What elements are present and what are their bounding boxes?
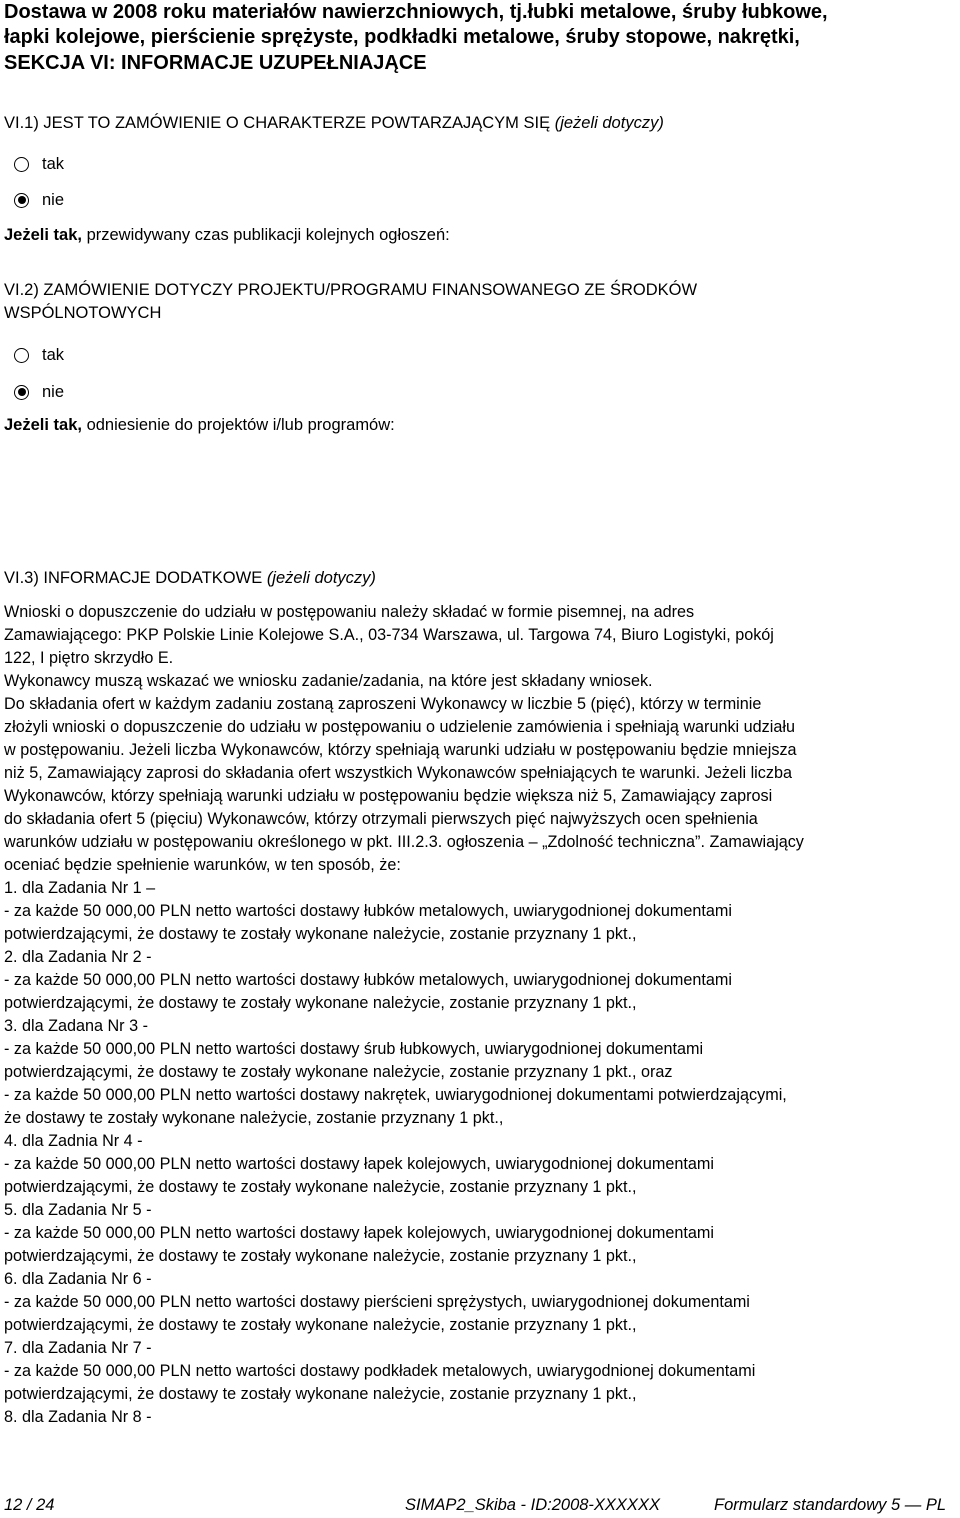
vi3-body-line: 4. dla Zadnia Nr 4 - bbox=[4, 1132, 143, 1150]
page-title-line-1: Dostawa w 2008 roku materiałów nawierzchniowych, tj.łubki metalowe, śruby łubkowe, bbox=[4, 1, 828, 23]
vi3-body-line: 7. dla Zadania Nr 7 - bbox=[4, 1339, 152, 1357]
vi3-body-line: potwierdzającymi, że dostawy te zostały wykonane należycie, zostanie przyznany 1 pkt., bbox=[4, 1385, 637, 1403]
vi3-body-line: - za każde 50 000,00 PLN netto wartości dostawy łapek kolejowych, uwiarygodnionej dokumentami bbox=[4, 1155, 714, 1173]
vi3-body-line: Wykonawców, którzy spełniają warunki udziału w postępowaniu będzie większa niż 5, Zamawiający zaprosi bbox=[4, 787, 773, 805]
vi3-body-line: - za każde 50 000,00 PLN netto wartości dostawy pierścieni sprężystych, uwiarygodnionej dokumentami bbox=[4, 1293, 750, 1311]
vi2-option-tak-label: tak bbox=[42, 346, 65, 364]
vi3-body-line: że dostawy te zostały wykonane należycie, zostanie przyznany 1 pkt., bbox=[4, 1109, 504, 1127]
vi3-body-line: Do składania ofert w każdym zadaniu zostaną zaproszeni Wykonawcy w liczbie 5 (pięć), którzy w terminie bbox=[4, 695, 762, 713]
vi3-heading bbox=[4, 567, 376, 589]
vi1-option-tak-label: tak bbox=[42, 155, 65, 173]
vi3-body-line: Wnioski o dopuszczenie do udziału w postępowaniu należy składać w formie pisemnej, na adres bbox=[4, 603, 695, 621]
vi2-heading-line-2: WSPÓLNOTOWYCH bbox=[4, 304, 162, 322]
vi1-radio-nie[interactable] bbox=[14, 193, 29, 208]
footer-form-name: Formularz standardowy 5 — PL bbox=[714, 1496, 947, 1514]
vi3-body-line: do składania ofert 5 (pięciu) Wykonawców, którzy otrzymali pierwszych pięć najwyższych ocen spełnienia bbox=[4, 810, 758, 828]
vi3-body-line: - za każde 50 000,00 PLN netto wartości dostawy łubków metalowych, uwiarygodnionej dokumentami bbox=[4, 971, 732, 989]
section-title: SEKCJA VI: INFORMACJE UZUPEŁNIAJĄCE bbox=[4, 52, 427, 74]
vi3-body-line: potwierdzającymi, że dostawy te zostały wykonane należycie, zostanie przyznany 1 pkt., bbox=[4, 1178, 637, 1196]
vi1-option-nie[interactable] bbox=[14, 188, 64, 212]
vi1-heading bbox=[4, 112, 664, 134]
vi3-body-line: Wykonawcy muszą wskazać we wniosku zadanie/zadania, na które jest składany wniosek. bbox=[4, 672, 653, 690]
vi3-body-line: potwierdzającymi, że dostawy te zostały wykonane należycie, zostanie przyznany 1 pkt., oraz bbox=[4, 1063, 673, 1081]
vi1-option-tak[interactable] bbox=[14, 152, 64, 176]
vi3-body-line: 5. dla Zadania Nr 5 - bbox=[4, 1201, 152, 1219]
vi3-body-line: - za każde 50 000,00 PLN netto wartości dostawy podkładek metalowych, uwiarygodnionej dokumentami bbox=[4, 1362, 756, 1380]
vi3-body-line: potwierdzającymi, że dostawy te zostały wykonane należycie, zostanie przyznany 1 pkt., bbox=[4, 994, 637, 1012]
vi1-radio-tak[interactable] bbox=[14, 157, 29, 172]
vi3-body-line: potwierdzającymi, że dostawy te zostały wykonane należycie, zostanie przyznany 1 pkt., bbox=[4, 1316, 637, 1334]
vi1-heading-text: VI.1) JEST TO ZAMÓWIENIE O CHARAKTERZE POWTARZAJĄCYM SIĘ bbox=[4, 114, 551, 132]
vi1-jezeli-line bbox=[4, 224, 450, 246]
vi3-body-line: 2. dla Zadania Nr 2 - bbox=[4, 948, 152, 966]
vi3-body-line: - za każde 50 000,00 PLN netto wartości dostawy łapek kolejowych, uwiarygodnionej dokumentami bbox=[4, 1224, 714, 1242]
vi3-body-line: 8. dla Zadania Nr 8 - bbox=[4, 1408, 152, 1426]
radio-selected-dot bbox=[18, 196, 26, 204]
vi2-option-nie[interactable] bbox=[14, 380, 64, 404]
vi3-body-line: - za każde 50 000,00 PLN netto wartości dostawy śrub łubkowych, uwiarygodnionej dokumentami bbox=[4, 1040, 704, 1058]
vi2-option-tak[interactable] bbox=[14, 343, 64, 367]
vi3-body-line: 1. dla Zadania Nr 1 – bbox=[4, 879, 156, 897]
vi3-body-line: warunków udziału w postępowaniu określonego w pkt. III.2.3. ogłoszenia – „Zdolność techniczna”. Zamawiający bbox=[4, 833, 804, 851]
vi3-body-line: złożyli wnioski o dopuszczenie do udziału w postępowaniu o udzielenie zamówienia i spełniają warunki udziału bbox=[4, 718, 795, 736]
vi2-radio-tak[interactable] bbox=[14, 348, 29, 363]
vi3-body-line: - za każde 50 000,00 PLN netto wartości dostawy nakrętek, uwiarygodnionej dokumentami potwierdzającymi, bbox=[4, 1086, 787, 1104]
vi3-body-text bbox=[4, 601, 956, 1429]
vi2-option-nie-label: nie bbox=[42, 383, 65, 401]
vi3-body-line: w postępowaniu. Jeżeli liczba Wykonawców, którzy spełniają warunki udziału w postępowaniu będzie mniejsza bbox=[4, 741, 797, 759]
vi3-heading-suffix: (jeżeli dotyczy) bbox=[266, 569, 376, 587]
vi2-heading-line-1: VI.2) ZAMÓWIENIE DOTYCZY PROJEKTU/PROGRAMU FINANSOWANEGO ZE ŚRODKÓW bbox=[4, 281, 698, 299]
vi3-body-line: 3. dla Zadana Nr 3 - bbox=[4, 1017, 148, 1035]
page-title-line-2: łapki kolejowe, pierścienie sprężyste, podkładki metalowe, śruby stopowe, nakrętki, bbox=[4, 26, 800, 48]
footer-page-number: 12 / 24 bbox=[4, 1496, 55, 1514]
vi3-body-line: Zamawiającego: PKP Polskie Linie Kolejowe S.A., 03-734 Warszawa, ul. Targowa 74, Biuro Logistyki, pokój bbox=[4, 626, 774, 644]
vi2-jezeli-bold: Jeżeli tak, bbox=[4, 416, 82, 434]
vi2-jezeli-line bbox=[4, 414, 395, 436]
vi3-body-line: potwierdzającymi, że dostawy te zostały wykonane należycie, zostanie przyznany 1 pkt., bbox=[4, 925, 637, 943]
vi1-jezeli-rest: przewidywany czas publikacji kolejnych ogłoszeń: bbox=[86, 226, 450, 244]
vi3-body-line: niż 5, Zamawiający zaprosi do składania ofert wszystkich Wykonawców spełniających te warunki. Jeżeli liczba bbox=[4, 764, 792, 782]
radio-selected-dot bbox=[18, 388, 26, 396]
vi2-radio-nie[interactable] bbox=[14, 385, 29, 400]
vi1-heading-suffix: (jeżeli dotyczy) bbox=[554, 114, 664, 132]
vi2-jezeli-rest: odniesienie do projektów i/lub programów: bbox=[86, 416, 395, 434]
vi3-body-line: 6. dla Zadania Nr 6 - bbox=[4, 1270, 152, 1288]
vi3-body-line: 122, I piętro skrzydło E. bbox=[4, 649, 174, 667]
vi1-option-nie-label: nie bbox=[42, 191, 65, 209]
vi3-body-line: oceniać będzie spełnienie warunków, w ten sposób, że: bbox=[4, 856, 401, 874]
vi1-jezeli-bold: Jeżeli tak, bbox=[4, 226, 82, 244]
vi3-body-line: potwierdzającymi, że dostawy te zostały wykonane należycie, zostanie przyznany 1 pkt., bbox=[4, 1247, 637, 1265]
vi3-body-line: - za każde 50 000,00 PLN netto wartości dostawy łubków metalowych, uwiarygodnionej dokumentami bbox=[4, 902, 732, 920]
vi3-heading-text: VI.3) INFORMACJE DODATKOWE bbox=[4, 569, 263, 587]
footer-document-id: SIMAP2_Skiba - ID:2008-XXXXXX bbox=[405, 1496, 660, 1514]
